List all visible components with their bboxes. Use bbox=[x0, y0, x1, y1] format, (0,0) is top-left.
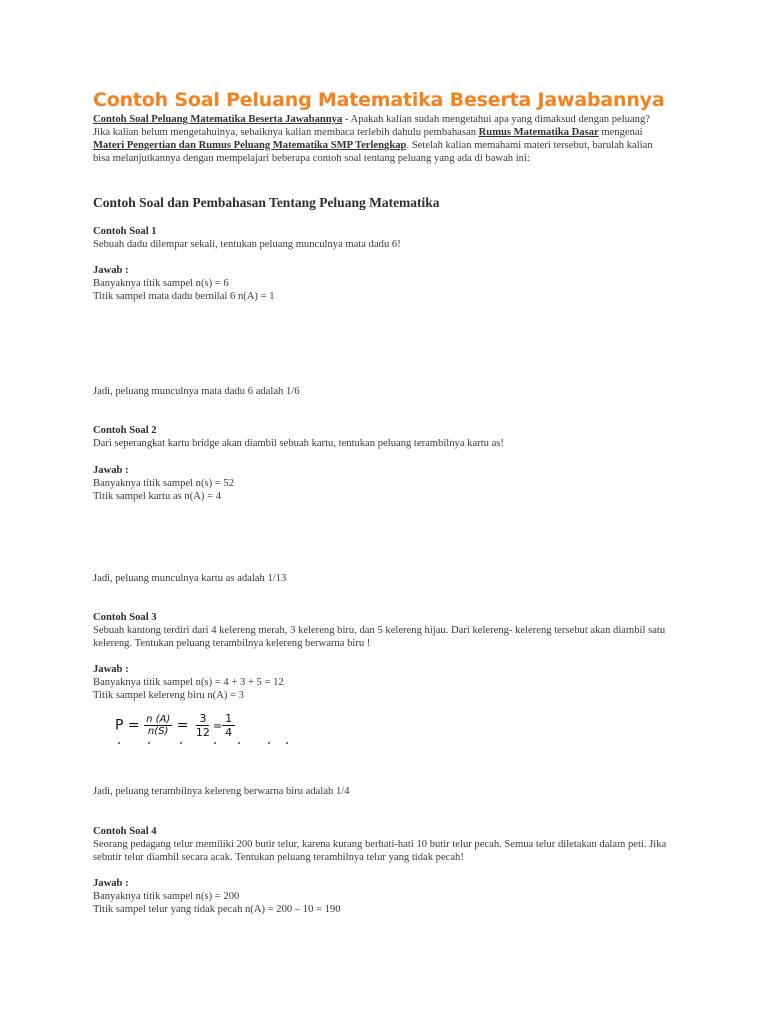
soal2-answer bbox=[93, 464, 668, 503]
formula-num-1: n (A) bbox=[146, 714, 171, 725]
formula-fraction-2 bbox=[193, 712, 213, 739]
soal3-jawab: Jawab : bbox=[93, 664, 129, 675]
soal3-line1: Banyaknya titik sampel n(s) = 4 + 3 + 5 = 12 bbox=[93, 677, 284, 688]
formula-den-1: n(S) bbox=[147, 726, 169, 737]
soal2-jawab: Jawab : bbox=[93, 465, 129, 476]
probability-formula bbox=[115, 712, 235, 739]
soal3-conclusion: Jadi, peluang terambilnya kelereng berwarna biru adalah 1/4 bbox=[93, 786, 350, 797]
formula-den-2: 12 bbox=[195, 726, 210, 739]
formula-equals-2: = bbox=[212, 719, 223, 733]
intro-paragraph bbox=[93, 113, 663, 165]
soal4-jawab: Jawab : bbox=[93, 878, 129, 889]
soal2-line2: Titik sampel kartu as n(A) = 4 bbox=[93, 491, 221, 502]
soal2-heading: Contoh Soal 2 bbox=[93, 425, 157, 436]
soal1-block bbox=[93, 225, 668, 251]
soal4-line1: Banyaknya titik sampel n(s) = 200 bbox=[93, 891, 240, 902]
soal4-answer bbox=[93, 877, 668, 916]
intro-link-rumus-dasar[interactable]: Rumus Matematika Dasar bbox=[478, 127, 599, 138]
soal3-conclusion-block bbox=[93, 785, 668, 798]
soal2-conclusion-block bbox=[93, 572, 668, 585]
soal2-block bbox=[93, 424, 668, 450]
soal3-answer bbox=[93, 663, 668, 702]
intro-link-contoh-soal[interactable]: Contoh Soal Peluang Matematika Beserta Jawabannya bbox=[93, 114, 343, 125]
soal1-heading: Contoh Soal 1 bbox=[93, 226, 157, 237]
soal1-line2: Titik sampel mata dadu bernilai 6 n(A) = 1 bbox=[93, 291, 275, 302]
soal2-conclusion: Jadi, peluang munculnya kartu as adalah 1/13 bbox=[93, 573, 287, 584]
soal2-line1: Banyaknya titik sampel n(s) = 52 bbox=[93, 478, 235, 489]
soal1-line1: Banyaknya titik sampel n(s) = 6 bbox=[93, 278, 229, 289]
soal3-heading: Contoh Soal 3 bbox=[93, 612, 157, 623]
formula-fraction-3 bbox=[222, 712, 235, 739]
formula-p: P = bbox=[115, 717, 140, 734]
page-title: Contoh Soal Peluang Matematika Beserta Jawabannya bbox=[93, 89, 665, 111]
formula-den-3: 4 bbox=[225, 726, 233, 739]
formula-num-3: 1 bbox=[222, 712, 235, 726]
formula-num-2: 3 bbox=[196, 712, 209, 726]
soal3-question: Sebuah kantong terdiri dari 4 kelereng merah, 3 kelereng biru, dan 5 kelereng hijau. Dari kelereng- kelereng tersebut akan diambil satu kelereng. Tentukan peluang terambilnya kelereng berwarna biru ! bbox=[93, 625, 666, 649]
soal1-jawab: Jawab : bbox=[93, 265, 129, 276]
soal1-answer bbox=[93, 264, 668, 303]
intro-text-2: mengenai bbox=[598, 127, 643, 138]
formula-residue-dots bbox=[118, 742, 288, 745]
soal1-conclusion-block bbox=[93, 385, 668, 398]
soal2-question: Dari seperangkat kartu bridge akan diambil sebuah kartu, tentukan peluang terambilnya kartu as! bbox=[93, 438, 504, 449]
section-heading: Contoh Soal dan Pembahasan Tentang Peluang Matematika bbox=[93, 195, 440, 210]
soal4-question: Seorang pedagang telur memiliki 200 butir telur, karena kurang berhati-hati 10 butir telur pecah. Semua telur diletakan dalam peti. Jika sebutir telur diambil secara acak. Tentukan peluang terambilnya telur yang tidak pecah! bbox=[93, 839, 667, 863]
soal4-heading: Contoh Soal 4 bbox=[93, 826, 157, 837]
formula-fraction-1 bbox=[144, 714, 172, 737]
soal3-line2: Titik sampel kelereng biru n(A) = 3 bbox=[93, 690, 244, 701]
intro-link-materi-peluang[interactable]: Materi Pengertian dan Rumus Peluang Matematika SMP Terlengkap bbox=[93, 140, 407, 151]
soal4-block bbox=[93, 825, 668, 864]
intro-text-1: - Apakah kalian sudah mengetahui apa yang dimaksud dengan peluang? Jika kalian belum mengetahuinya, sebaiknya kalian membaca terlebih dahulu pembahasan bbox=[93, 114, 650, 138]
soal1-conclusion: Jadi, peluang munculnya mata dadu 6 adalah 1/6 bbox=[93, 386, 300, 397]
soal3-block bbox=[93, 611, 668, 650]
soal1-question: Sebuah dadu dilempar sekali, tentukan peluang munculnya mata dadu 6! bbox=[93, 239, 401, 250]
intro-text-3: . Setelah kalian memahami materi tersebut, barulah kalian bisa melanjutkannya dengan mempelajari beberapa contoh soal tentang peluang yang ada di bawah ini: bbox=[93, 140, 653, 164]
soal4-line2: Titik sampel telur yang tidak pecah n(A) = 200 – 10 = 190 bbox=[93, 904, 341, 915]
formula-equals-1: = bbox=[176, 717, 189, 734]
